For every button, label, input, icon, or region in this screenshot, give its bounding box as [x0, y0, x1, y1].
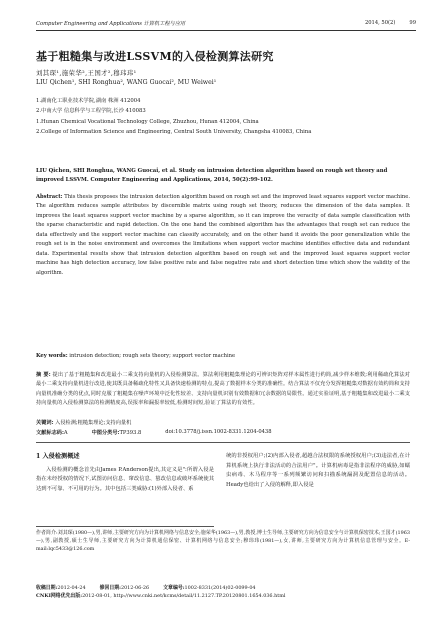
affiliation-cn-2: 2.中南大学 信息科学与工程学院,长沙 410083 — [36, 108, 146, 115]
abstract-text: This thesis proposes the intrusion detection algorithm based on rough set and the improved least squares support vector machine. The algorithm reduces sample attributes by discernible matrix using rough set theory, reduces the dimension of the data samples. It improves the least squares support vector machine by a sparse algorithm, so it can improve the veracity of data sample classification with the sparse characteristic and rapid detection. On the one hand the combined algorithm has the advantages that rough set can reduce the data effectively and the support vector machine can classify accurately, and on the other hand it avoids the poor generalization while the rough set is in the noise environment and overcomes the limitations when support vector machine identifies effective data and redundant data. Experimental results show that intrusion detection algorithm based on rough set and the improved least squares support vector machine has high detection accuracy, low false positive rate and false negative rate and short detection time which show the validity of the algorithm. — [36, 194, 410, 276]
document-code-value: A — [63, 430, 68, 436]
clc-value: TP393.8 — [119, 430, 142, 436]
affiliation-en-2: 2.College of Information Science and Engineering, Central South University, Changsha 410083, China — [36, 129, 312, 136]
page-number: 99 — [409, 20, 416, 26]
doi-label: doi: — [165, 429, 176, 435]
article-number-value: 1002-8331(2014)02-0099-04 — [184, 585, 256, 591]
citation: LIU Qichen, SHI Ronghua, WANG Guocai, et al. Study on intrusion detection algorithm based on rough set theory and improved LSSVM. Computer Engineering and Applications, 2014, 50(2):99-102. — [36, 168, 388, 183]
affiliations — [36, 96, 410, 138]
affiliation-en-1: 1.Hunan Chemical Vocational Technology College, Zhuzhou, Hunan 412004, China — [36, 118, 259, 125]
article-number — [163, 584, 255, 592]
author-footnote: 作者简介:刘其琛(1980—),男,讲师,主要研究方向为计算机网络与信息安全;施荣华(1963—),男,教授,博士生导师,主要研究方向为信息安全与计算机保密技术;王国才(1963—),男,副教授,硕士生导师,主要研究方向为计算机通信保密、计算机网络与信息安全;穆玮玮(1981—),女,讲师,主要研究方向为计算机信息管理与安全。E-mail:lqc5433@126.com — [36, 530, 410, 553]
body-column-right: 统的非授权用户;(2)内部入侵者,超越合法权限的系统授权用户;(3)违法者,在计算机系统上执行非法活动的合法用户"。计算机病毒是指非法程序的威胁,如蠕虫病毒、木马程序等一系列频繁访问和扫描系统漏洞及配置信息的活动。Heady也给出了入侵的解释,即入侵是 — [226, 453, 410, 488]
section-divider — [36, 442, 410, 443]
authors-chinese: 刘其琛¹,施荣华²,王国才²,穆玮玮¹ — [36, 69, 137, 77]
issue-info: 2014, 50(2) — [364, 20, 396, 26]
doi-value: 10.3778/j.issn.1002-8331.1204-0438 — [175, 429, 272, 435]
revised-value: 2012-06-26 — [120, 585, 150, 591]
keywords-text: intrusion detection; rough sets theory; support vector machine — [69, 353, 236, 359]
abstract-cn-text: 提出了基于粗糙集和改进最小二乘支持向量机的入侵检测算法。算法利用粗糙集理论的可辨识矩阵对样本属性进行约简,减少样本维数;利用稀疏化算法对最小二乘支持向量机进行改进,使其既具备稀疏化特性又具备快速检测的特点,提高了数据样本分类的准确性。结合算法不仅充分发挥粗糙集对数据有效约简和支持向量机准确分类的优点,同时克服了粗糙集在噪声环境中泛化性较差、支持向量机识别有效数据和冗余数据的局限性。通过实验证明,基于粗糙集和改进最小二乘支持向量机的入侵检测算法的检测精度高,误报率和漏报率较低,检测时间短,验证了算法的有效性。 — [36, 372, 410, 407]
running-header — [36, 18, 416, 28]
document-code — [36, 429, 68, 436]
keywords-cn-text: 入侵检测;粗糙集理论;支持向量机 — [55, 420, 132, 426]
doi — [165, 429, 271, 436]
affiliation-cn-1: 1.湖南化工职业技术学院,湖南 株洲 412004 — [36, 98, 141, 104]
keywords-cn-label: 关键词: — [36, 420, 54, 426]
online-label: CNKI网络优先出版: — [36, 593, 83, 600]
document-code-label: 文献标志码: — [36, 430, 64, 436]
journal-name: Computer Engineering and Applications 计算机工程与应用 — [36, 20, 186, 27]
publication-dates — [36, 584, 410, 600]
received-value: 2012-04-24 — [57, 585, 86, 591]
article-number-label: 文章编号: — [163, 585, 185, 591]
revised-label: 修回日期: — [99, 585, 121, 591]
section-title: 1 入侵检测概述 — [36, 453, 80, 460]
abstract-cn-label: 摘 要: — [36, 372, 51, 378]
authors-english: LIU Qichen¹, SHI Ronghua², WANG Guocai², MU Weiwei¹ — [36, 79, 217, 86]
classification-row — [36, 429, 272, 436]
abstract-chinese — [36, 371, 410, 409]
body-text-left: 入侵检测的概念首先由James P.Anderson提出,其定义是":所谓入侵是指在未经授权的情况下,试图访问信息、窜改信息、篡改信息或破坏系统使其达到不可靠、不可用的行为。其中包括三类威胁:(1)外部入侵者、系 — [36, 466, 214, 492]
keywords-label: Key words: — [36, 353, 68, 359]
footnote-rule — [36, 526, 214, 527]
keywords-english — [36, 353, 410, 359]
keywords-chinese — [36, 419, 131, 426]
abstract-english — [36, 193, 410, 278]
abstract-label: Abstract: — [36, 194, 63, 200]
clc-label: 中图分类号: — [91, 430, 120, 436]
clc-number — [92, 429, 142, 436]
received-date — [36, 584, 86, 592]
revised-date — [100, 584, 150, 592]
header-rule — [36, 30, 416, 31]
online-value: 2012-08-01, http://www.cnki.net/kcms/detail/11.2127.TP.20120801.1654.036.html — [82, 593, 286, 600]
body-column-left — [36, 452, 214, 494]
paper-title: 基于粗糙集与改进LSSVM的入侵检测算法研究 — [36, 50, 274, 63]
received-label: 收稿日期: — [36, 585, 58, 591]
online-first — [36, 592, 285, 600]
